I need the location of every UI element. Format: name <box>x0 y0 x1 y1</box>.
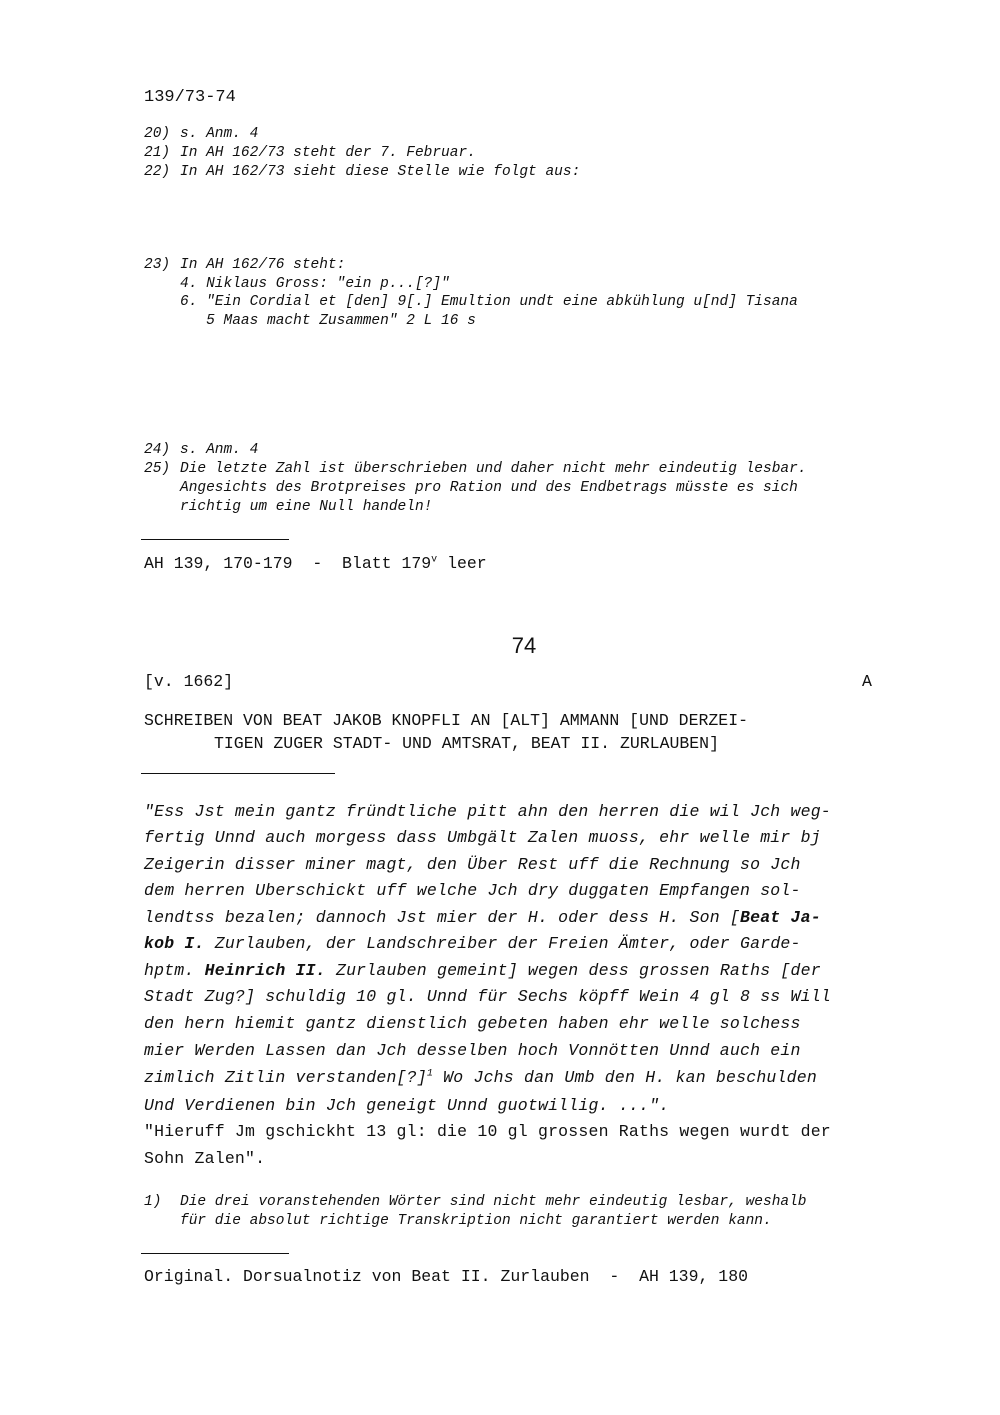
page-reference: 139/73-74 <box>144 88 236 107</box>
footnote-1: 1) Die drei voranstehenden Wörter sind nicht mehr eindeutig lesbar, weshalb <box>144 1194 807 1210</box>
note-24: 24) s. Anm. 4 <box>144 442 259 458</box>
editor-name-bold: Beat Ja- <box>740 908 821 927</box>
document-number: 74 <box>511 633 537 658</box>
note-23: 23) In AH 162/76 steht: <box>144 257 346 273</box>
note-20: 20) s. Anm. 4 <box>144 126 259 142</box>
previous-source-line: AH 139, 170-179 - Blatt 179$^v$ leer <box>144 554 487 573</box>
body-line: kob I. Zurlauben, der Landschreiber der Freien Ämter, oder Garde- <box>144 934 801 953</box>
body-line: Und Verdienen bin Jch geneigt Unnd guotwillig. ...". <box>144 1096 670 1115</box>
source-line: Original. Dorsualnotiz von Beat II. Zurlauben - AH 139, 180 <box>144 1267 748 1286</box>
body-line: "Ess Jst mein gantz fründtliche pitt ahn den herren die wil Jch weg- <box>144 802 831 821</box>
body-line: dem herren Uberschickt uff welche Jch dry duggaten Empfangen sol- <box>144 881 801 900</box>
body-line: fertig Unnd auch morgess dass Umbgält Zalen muoss, ehr welle mir bj <box>144 828 821 847</box>
document-type-letter: A <box>862 672 872 691</box>
divider <box>141 773 335 774</box>
body-line: "Hieruff Jm gschickht 13 gl: die 10 gl grossen Raths wegen wurdt der <box>144 1122 831 1141</box>
note-23-item: 4. Niklaus Gross: "ein p...[?]" <box>180 276 450 292</box>
body-line: hptm. Heinrich II. Zurlauben gemeint] wegen dess grossen Raths [der <box>144 961 821 980</box>
footnote-1-line: für die absolut richtige Transkription nicht garantiert werden kann. <box>180 1213 772 1229</box>
note-25: 25) Die letzte Zahl ist überschrieben und daher nicht mehr eindeutig lesbar. <box>144 461 807 477</box>
note-21: 21) In AH 162/73 steht der 7. Februar. <box>144 145 476 161</box>
note-22: 22) In AH 162/73 sieht diese Stelle wie folgt aus: <box>144 164 581 180</box>
body-line: Sohn Zalen". <box>144 1149 266 1168</box>
body-line: den hern hiemit gantz dienstlich gebeten haben ehr welle solchess <box>144 1014 801 1033</box>
body-line: mier Werden Lassen dan Jch desselben hoch Vonnötten Unnd auch ein <box>144 1041 801 1060</box>
divider <box>141 1253 289 1254</box>
body-line: Stadt Zug?] schuldig 10 gl. Unnd für Sechs köpff Wein 4 gl 8 ss Will <box>144 987 831 1006</box>
document-title-line: TIGEN ZUGER STADT- UND AMTSRAT, BEAT II. ZURLAUBEN] <box>214 734 719 753</box>
note-25-line: richtig um eine Null handeln! <box>180 499 433 515</box>
body-line: lendtss bezalen; dannoch Jst mier der H. oder dess H. Son [Beat Ja- <box>144 908 821 927</box>
note-23-item: 6. "Ein Cordial et [den] 9[.] Emultion undt eine abkühlung u[nd] Tisana <box>180 294 798 310</box>
editor-name-bold: kob I. <box>144 934 205 953</box>
body-line: zimlich Zitlin verstanden[?]$^1$ Wo Jchs dan Umb den H. kan beschulden <box>144 1068 817 1087</box>
document-title-line: SCHREIBEN VON BEAT JAKOB KNOPFLI AN [ALT] AMMANN [UND DERZEI- <box>144 711 748 730</box>
divider <box>141 539 289 540</box>
body-line: Zeigerin disser miner magt, den Über Rest uff die Rechnung so Jch <box>144 855 801 874</box>
footnote-marker: 1 <box>426 1068 434 1080</box>
note-23-item: 5 Maas macht Zusammen" 2 L 16 s <box>180 313 476 329</box>
note-25-line: Angesichts des Brotpreises pro Ration und des Endbetrags müsste es sich <box>180 480 798 496</box>
editor-name-bold: Heinrich II. <box>204 961 326 980</box>
document-date: [v. 1662] <box>144 672 234 691</box>
